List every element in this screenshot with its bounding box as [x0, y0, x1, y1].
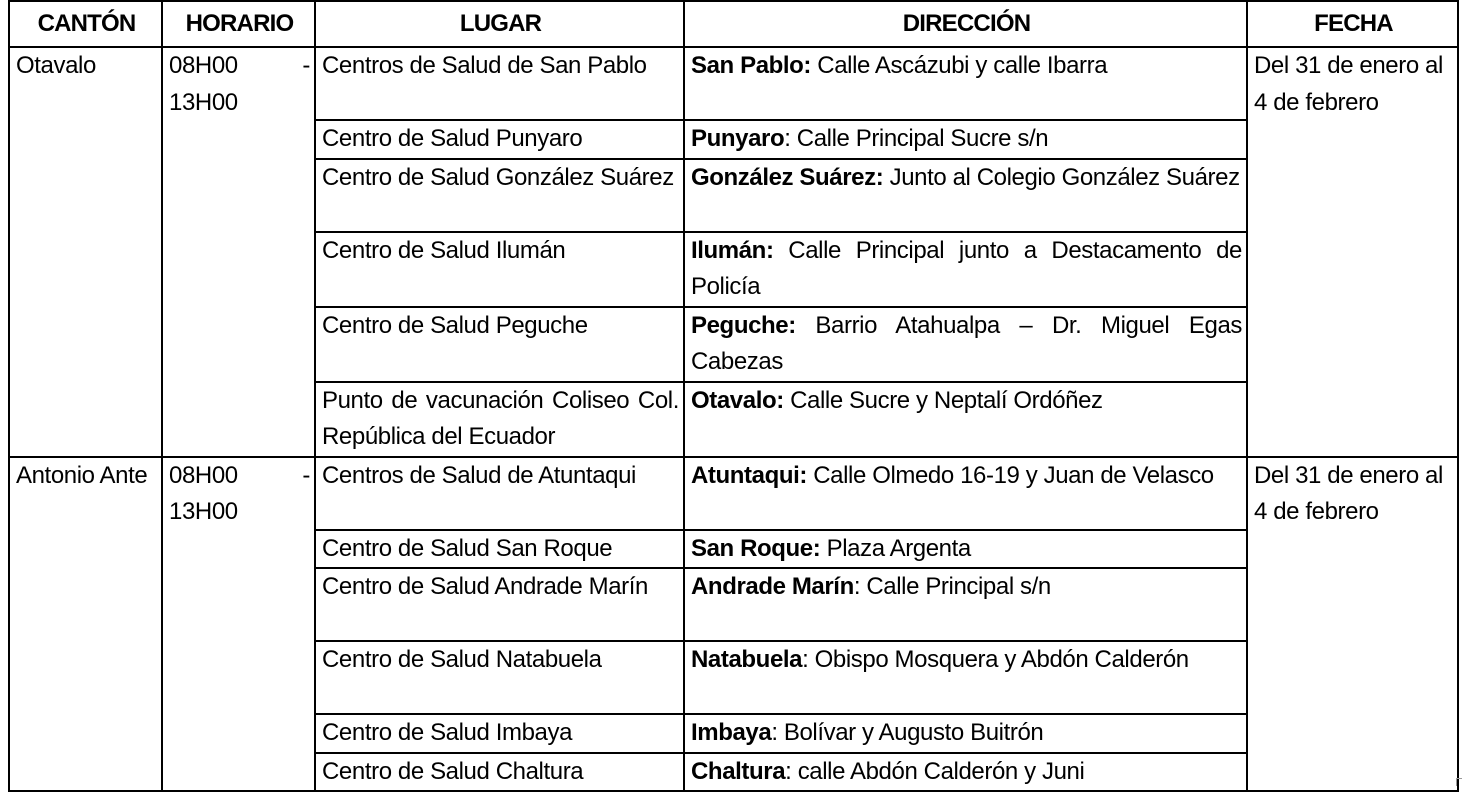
horario-end: 13H00 — [169, 498, 238, 525]
direccion-cell — [684, 530, 1247, 569]
lugar-cell: Centro de Salud Andrade Marín — [315, 568, 684, 641]
direccion-cell — [684, 47, 1247, 120]
direccion-address: : Bolívar y Augusto Buitrón — [771, 719, 1044, 746]
lugar-cell: Centro de Salud Natabuela — [315, 641, 684, 714]
direccion-cell — [684, 714, 1247, 753]
direccion-place-name: Chaltura — [691, 757, 786, 785]
page-corner-mark — [1456, 778, 1462, 786]
direccion-place-name: San Roque: — [691, 534, 821, 562]
direccion-place-name: Punyaro — [691, 125, 785, 152]
table-row — [9, 47, 1458, 120]
horario-cell — [162, 47, 315, 457]
header-row — [9, 1, 1458, 47]
direccion-place-name: Peguche: — [691, 311, 796, 339]
direccion-address: Calle Ascázubi y calle Ibarra — [811, 52, 1108, 79]
direccion-address: Calle Sucre y Neptalí Ordóñez — [783, 386, 1103, 414]
horario-end: 13H00 — [169, 88, 238, 116]
horario-dash: - — [302, 52, 310, 79]
direccion-place-name: González Suárez: — [691, 163, 884, 191]
direccion-address: : calle Abdón Calderón y Juni — [785, 757, 1085, 785]
direccion-address: Junto al Colegio González Suárez — [883, 163, 1240, 191]
direccion-address: Calle Olmedo 16-19 y Juan de Velasco — [806, 461, 1214, 489]
fecha-cell: Del 31 de enero al 4 de febrero — [1247, 47, 1458, 457]
lugar-cell: Centros de Salud de Atuntaqui — [315, 457, 684, 530]
direccion-place-name: San Pablo: — [691, 52, 812, 79]
direccion-address: Barrio Atahualpa – Dr. Miguel Egas Cabezas — [691, 311, 1242, 375]
lugar-cell: Centro de Salud Peguche — [315, 307, 684, 382]
direccion-address: Calle Principal junto a Destacamento de Policía — [691, 236, 1242, 300]
direccion-cell — [684, 382, 1247, 457]
direccion-cell — [684, 568, 1247, 641]
direccion-place-name: Natabuela — [691, 646, 803, 673]
header-direccion: DIRECCIÓN — [684, 1, 1247, 47]
direccion-cell — [684, 120, 1247, 159]
header-fecha: FECHA — [1247, 1, 1458, 47]
lugar-cell: Punto de vacunación Coliseo Col. República del Ecuador — [315, 382, 684, 457]
direccion-address: : Calle Principal Sucre s/n — [784, 125, 1049, 152]
direccion-address: : Obispo Mosquera y Abdón Calderón — [802, 646, 1189, 673]
direccion-place-name: Andrade Marín — [691, 573, 854, 600]
horario-dash: - — [302, 461, 310, 489]
lugar-cell: Centro de Salud Chaltura — [315, 753, 684, 792]
canton-cell: Antonio Ante — [9, 457, 162, 792]
header-canton: CANTÓN — [9, 1, 162, 47]
horario-start: 08H00 — [169, 461, 238, 489]
direccion-cell — [684, 307, 1247, 382]
lugar-cell: Centro de Salud San Roque — [315, 530, 684, 569]
direccion-cell — [684, 232, 1247, 307]
table-body — [9, 47, 1458, 791]
direccion-cell — [684, 457, 1247, 530]
direccion-cell — [684, 641, 1247, 714]
direccion-address: Plaza Argenta — [820, 534, 971, 562]
direccion-address: : Calle Principal s/n — [853, 573, 1051, 600]
direccion-place-name: Imbaya — [691, 719, 772, 746]
lugar-cell: Centro de Salud González Suárez — [315, 159, 684, 232]
lugar-cell: Centro de Salud Imbaya — [315, 714, 684, 753]
horario-cell — [162, 457, 315, 792]
horario-start: 08H00 — [169, 52, 238, 79]
header-lugar: LUGAR — [315, 1, 684, 47]
lugar-cell: Centro de Salud Ilumán — [315, 232, 684, 307]
horario-start-line — [169, 458, 310, 495]
horario-start-line — [169, 48, 310, 85]
vaccination-schedule-table — [8, 0, 1459, 792]
direccion-cell — [684, 753, 1247, 792]
fecha-cell: Del 31 de enero al 4 de febrero — [1247, 457, 1458, 792]
lugar-cell: Centro de Salud Punyaro — [315, 120, 684, 159]
table-row — [9, 457, 1458, 530]
direccion-place-name: Ilumán: — [691, 236, 774, 264]
direccion-place-name: Otavalo: — [691, 386, 784, 414]
direccion-cell — [684, 159, 1247, 232]
header-horario: HORARIO — [162, 1, 315, 47]
table-header — [9, 1, 1458, 47]
direccion-place-name: Atuntaqui: — [691, 461, 807, 489]
lugar-cell: Centros de Salud de San Pablo — [315, 47, 684, 120]
canton-cell: Otavalo — [9, 47, 162, 457]
